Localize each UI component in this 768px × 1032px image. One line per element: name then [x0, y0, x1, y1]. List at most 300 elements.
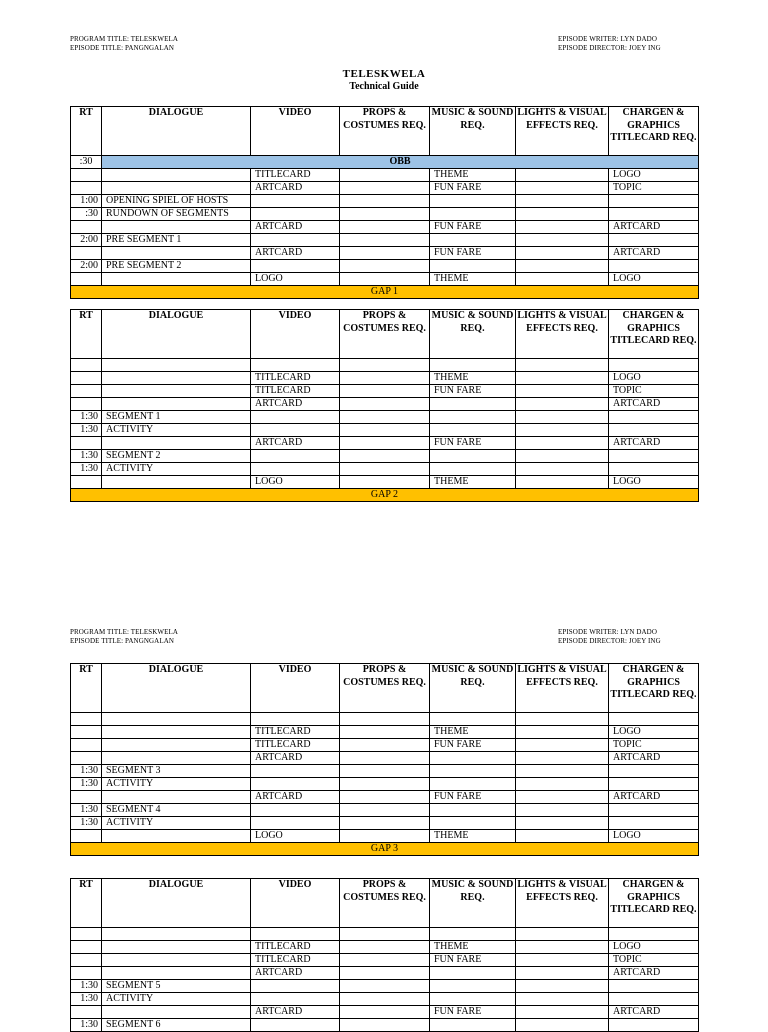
cell-music: FUN FARE — [430, 182, 516, 195]
cell-music: FUN FARE — [430, 954, 516, 967]
cell-chargen — [609, 980, 699, 993]
cell-lights — [516, 385, 609, 398]
cell-music: FUN FARE — [430, 385, 516, 398]
cell-music — [430, 765, 516, 778]
table-row — [71, 385, 699, 398]
table-row — [71, 765, 699, 778]
cell-rt: 1:30 — [71, 450, 102, 463]
column-header-rt: RT — [71, 107, 102, 156]
cell-video: TITLECARD — [251, 372, 340, 385]
episode-title: EPISODE TITLE: PANGNGALAN — [70, 44, 174, 52]
cell-video: ARTCARD — [251, 247, 340, 260]
program-info — [70, 35, 178, 53]
cell-lights — [516, 752, 609, 765]
cell-props — [340, 1019, 430, 1032]
cell-music — [430, 778, 516, 791]
cell-props — [340, 980, 430, 993]
cell-lights — [516, 208, 609, 221]
cell-dialogue: SEGMENT 1 — [102, 411, 251, 424]
cell-lights — [516, 450, 609, 463]
cell-video — [251, 450, 340, 463]
cell-dialogue — [102, 247, 251, 260]
gap-label: GAP 1 — [71, 286, 699, 299]
cell-rt: 1:30 — [71, 804, 102, 817]
cell-chargen: TOPIC — [609, 739, 699, 752]
cell-dialogue — [102, 169, 251, 182]
cell-video: LOGO — [251, 273, 340, 286]
cell-dialogue — [102, 739, 251, 752]
cell-props — [340, 221, 430, 234]
cell-video — [251, 208, 340, 221]
cell-rt: 1:30 — [71, 1019, 102, 1032]
table-row — [71, 1019, 699, 1032]
program-info-2 — [70, 628, 178, 646]
table-row — [71, 726, 699, 739]
table-row — [71, 752, 699, 765]
cell-chargen: ARTCARD — [609, 247, 699, 260]
cell-rt: 1:30 — [71, 424, 102, 437]
cell-music: THEME — [430, 830, 516, 843]
table-row — [71, 980, 699, 993]
cell-music: THEME — [430, 273, 516, 286]
cell-chargen: LOGO — [609, 726, 699, 739]
cell-rt — [71, 967, 102, 980]
cell-video: ARTCARD — [251, 398, 340, 411]
cell-lights — [516, 476, 609, 489]
cell-chargen: ARTCARD — [609, 1006, 699, 1019]
cell-lights — [516, 817, 609, 830]
cell-lights — [516, 182, 609, 195]
cell-lights — [516, 993, 609, 1006]
cell-video — [251, 980, 340, 993]
table-row — [71, 954, 699, 967]
cell-chargen — [609, 804, 699, 817]
program-title: PROGRAM TITLE: TELESKWELA — [70, 628, 179, 636]
cell-video — [251, 817, 340, 830]
table-row — [71, 424, 699, 437]
cell-video — [251, 993, 340, 1006]
cell-rt — [71, 359, 102, 372]
cell-props — [340, 941, 430, 954]
cell-rt — [71, 752, 102, 765]
column-header-props: PROPS & COSTUMES REQ. — [340, 664, 430, 713]
cell-lights — [516, 260, 609, 273]
cell-dialogue — [102, 398, 251, 411]
cell-dialogue — [102, 726, 251, 739]
cell-props — [340, 967, 430, 980]
column-header-video: VIDEO — [251, 107, 340, 156]
cell-rt: 1:00 — [71, 195, 102, 208]
column-header-lights: LIGHTS & VISUAL EFFECTS REQ. — [516, 107, 609, 156]
cell-rt: 1:30 — [71, 463, 102, 476]
cell-video — [251, 234, 340, 247]
cell-chargen: TOPIC — [609, 385, 699, 398]
table-row — [71, 247, 699, 260]
cell-props — [340, 928, 430, 941]
cell-chargen: LOGO — [609, 941, 699, 954]
cell-music — [430, 993, 516, 1006]
cell-music — [430, 804, 516, 817]
column-header-rt: RT — [71, 879, 102, 928]
cell-props — [340, 234, 430, 247]
cell-music: FUN FARE — [430, 1006, 516, 1019]
cell-lights — [516, 765, 609, 778]
cell-music — [430, 359, 516, 372]
table-row — [71, 941, 699, 954]
cell-props — [340, 208, 430, 221]
cell-lights — [516, 791, 609, 804]
cell-lights — [516, 221, 609, 234]
cell-props — [340, 437, 430, 450]
cell-props — [340, 726, 430, 739]
column-header-chargen: CHARGEN & GRAPHICS TITLECARD REQ. — [609, 879, 699, 928]
table-row — [71, 463, 699, 476]
cell-props — [340, 182, 430, 195]
cell-lights — [516, 739, 609, 752]
cell-props — [340, 385, 430, 398]
cell-chargen: ARTCARD — [609, 221, 699, 234]
column-header-chargen: CHARGEN & GRAPHICS TITLECARD REQ. — [609, 107, 699, 156]
cell-lights — [516, 804, 609, 817]
obb-rt: :30 — [71, 156, 102, 169]
cell-dialogue — [102, 967, 251, 980]
cell-dialogue — [102, 928, 251, 941]
cell-lights — [516, 234, 609, 247]
table-row — [71, 804, 699, 817]
cell-props — [340, 195, 430, 208]
column-header-video: VIDEO — [251, 664, 340, 713]
cell-lights — [516, 830, 609, 843]
cell-music: FUN FARE — [430, 791, 516, 804]
cell-music: FUN FARE — [430, 247, 516, 260]
table-row — [71, 169, 699, 182]
cell-lights — [516, 1019, 609, 1032]
table-row — [71, 830, 699, 843]
table-row — [71, 713, 699, 726]
cell-lights — [516, 398, 609, 411]
cell-dialogue — [102, 476, 251, 489]
column-header-music: MUSIC & SOUND REQ. — [430, 664, 516, 713]
document-title: TELESKWELA — [342, 68, 426, 80]
cell-lights — [516, 726, 609, 739]
cell-dialogue — [102, 752, 251, 765]
cell-music — [430, 208, 516, 221]
cell-video: TITLECARD — [251, 169, 340, 182]
column-header-lights: LIGHTS & VISUAL EFFECTS REQ. — [516, 664, 609, 713]
cell-props — [340, 817, 430, 830]
cell-rt: :30 — [71, 208, 102, 221]
cell-dialogue: SEGMENT 5 — [102, 980, 251, 993]
table-row — [71, 359, 699, 372]
cell-video: ARTCARD — [251, 752, 340, 765]
cell-lights — [516, 195, 609, 208]
table-row — [71, 195, 699, 208]
cell-chargen: ARTCARD — [609, 437, 699, 450]
cell-rt — [71, 1006, 102, 1019]
table-row — [71, 273, 699, 286]
cell-rt — [71, 221, 102, 234]
table-row — [71, 967, 699, 980]
cell-props — [340, 450, 430, 463]
table-row — [71, 182, 699, 195]
cell-props — [340, 398, 430, 411]
cell-rt — [71, 398, 102, 411]
gap-row — [71, 286, 699, 299]
episode-writer: EPISODE WRITER: LYN DADO — [558, 35, 657, 43]
gap-row — [71, 843, 699, 856]
cell-props — [340, 411, 430, 424]
table-row — [71, 437, 699, 450]
cell-lights — [516, 411, 609, 424]
cell-dialogue — [102, 791, 251, 804]
cell-props — [340, 778, 430, 791]
cell-music — [430, 234, 516, 247]
document-subtitle: Technical Guide — [349, 81, 419, 92]
cell-lights — [516, 713, 609, 726]
gap-label: GAP 2 — [71, 489, 699, 502]
column-header-video: VIDEO — [251, 310, 340, 359]
cell-lights — [516, 273, 609, 286]
cell-rt — [71, 247, 102, 260]
cell-dialogue: ACTIVITY — [102, 424, 251, 437]
table-row — [71, 993, 699, 1006]
cell-video: TITLECARD — [251, 739, 340, 752]
cell-props — [340, 359, 430, 372]
cell-video: ARTCARD — [251, 967, 340, 980]
cell-rt: 1:30 — [71, 778, 102, 791]
cell-video — [251, 778, 340, 791]
cell-dialogue: ACTIVITY — [102, 463, 251, 476]
cell-video: ARTCARD — [251, 437, 340, 450]
table-row — [71, 476, 699, 489]
cell-video — [251, 804, 340, 817]
cell-props — [340, 993, 430, 1006]
cell-chargen — [609, 424, 699, 437]
cell-music — [430, 195, 516, 208]
cell-rt — [71, 169, 102, 182]
cell-chargen: ARTCARD — [609, 752, 699, 765]
obb-row — [71, 156, 699, 169]
cell-music — [430, 463, 516, 476]
cell-lights — [516, 424, 609, 437]
cell-chargen — [609, 195, 699, 208]
table-row — [71, 778, 699, 791]
cell-music: THEME — [430, 476, 516, 489]
cell-chargen: TOPIC — [609, 954, 699, 967]
cell-dialogue — [102, 221, 251, 234]
cell-rt — [71, 739, 102, 752]
cell-chargen: TOPIC — [609, 182, 699, 195]
cell-rt — [71, 928, 102, 941]
cell-dialogue — [102, 273, 251, 286]
cell-rt: 2:00 — [71, 234, 102, 247]
cell-video: TITLECARD — [251, 385, 340, 398]
cell-dialogue: SEGMENT 4 — [102, 804, 251, 817]
cell-rt: 1:30 — [71, 980, 102, 993]
rundown-table-2 — [70, 309, 699, 502]
cell-props — [340, 765, 430, 778]
column-header-props: PROPS & COSTUMES REQ. — [340, 879, 430, 928]
cell-music: THEME — [430, 941, 516, 954]
cell-rt — [71, 791, 102, 804]
cell-rt — [71, 273, 102, 286]
cell-video: ARTCARD — [251, 791, 340, 804]
cell-music — [430, 1019, 516, 1032]
cell-dialogue: SEGMENT 6 — [102, 1019, 251, 1032]
cell-chargen: ARTCARD — [609, 398, 699, 411]
table-row — [71, 208, 699, 221]
cell-rt: 1:30 — [71, 817, 102, 830]
cell-music: FUN FARE — [430, 739, 516, 752]
cell-rt — [71, 182, 102, 195]
header-row — [71, 107, 699, 156]
cell-props — [340, 260, 430, 273]
cell-music: FUN FARE — [430, 221, 516, 234]
cell-music — [430, 260, 516, 273]
cell-chargen — [609, 778, 699, 791]
cell-chargen: LOGO — [609, 273, 699, 286]
cell-props — [340, 372, 430, 385]
cell-dialogue — [102, 385, 251, 398]
cell-rt — [71, 713, 102, 726]
cell-rt — [71, 372, 102, 385]
cell-dialogue: SEGMENT 2 — [102, 450, 251, 463]
gap-row — [71, 489, 699, 502]
cell-lights — [516, 437, 609, 450]
column-header-chargen: CHARGEN & GRAPHICS TITLECARD REQ. — [609, 664, 699, 713]
cell-chargen — [609, 359, 699, 372]
episode-info — [558, 35, 661, 53]
column-header-lights: LIGHTS & VISUAL EFFECTS REQ. — [516, 310, 609, 359]
cell-chargen: LOGO — [609, 476, 699, 489]
cell-music — [430, 752, 516, 765]
cell-rt: 2:00 — [71, 260, 102, 273]
table-row — [71, 221, 699, 234]
cell-video — [251, 463, 340, 476]
column-header-video: VIDEO — [251, 879, 340, 928]
cell-rt — [71, 476, 102, 489]
cell-props — [340, 169, 430, 182]
program-title: PROGRAM TITLE: TELESKWELA — [70, 35, 179, 43]
cell-lights — [516, 967, 609, 980]
cell-dialogue — [102, 713, 251, 726]
column-header-props: PROPS & COSTUMES REQ. — [340, 107, 430, 156]
cell-music: THEME — [430, 169, 516, 182]
cell-props — [340, 424, 430, 437]
cell-music — [430, 967, 516, 980]
column-header-lights: LIGHTS & VISUAL EFFECTS REQ. — [516, 879, 609, 928]
cell-chargen — [609, 208, 699, 221]
header-row — [71, 879, 699, 928]
cell-music — [430, 817, 516, 830]
rundown-table-3 — [70, 663, 699, 856]
cell-lights — [516, 954, 609, 967]
cell-lights — [516, 169, 609, 182]
cell-lights — [516, 941, 609, 954]
cell-dialogue: PRE SEGMENT 1 — [102, 234, 251, 247]
table-row — [71, 398, 699, 411]
cell-music — [430, 411, 516, 424]
cell-video — [251, 1019, 340, 1032]
cell-rt — [71, 385, 102, 398]
cell-chargen: ARTCARD — [609, 791, 699, 804]
cell-video — [251, 713, 340, 726]
cell-dialogue: OPENING SPIEL OF HOSTS — [102, 195, 251, 208]
cell-music — [430, 450, 516, 463]
table-row — [71, 450, 699, 463]
cell-dialogue — [102, 182, 251, 195]
column-header-chargen: CHARGEN & GRAPHICS TITLECARD REQ. — [609, 310, 699, 359]
cell-props — [340, 830, 430, 843]
cell-props — [340, 476, 430, 489]
cell-chargen: LOGO — [609, 830, 699, 843]
cell-rt: 1:30 — [71, 765, 102, 778]
column-header-dialogue: DIALOGUE — [102, 107, 251, 156]
cell-rt — [71, 954, 102, 967]
cell-rt — [71, 437, 102, 450]
cell-lights — [516, 778, 609, 791]
rundown-table-4 — [70, 878, 699, 1032]
cell-props — [340, 463, 430, 476]
cell-music — [430, 398, 516, 411]
cell-music — [430, 980, 516, 993]
header-row — [71, 664, 699, 713]
cell-chargen — [609, 928, 699, 941]
cell-music: THEME — [430, 726, 516, 739]
table-row — [71, 817, 699, 830]
cell-chargen — [609, 765, 699, 778]
cell-video: LOGO — [251, 830, 340, 843]
cell-dialogue — [102, 359, 251, 372]
cell-video: TITLECARD — [251, 941, 340, 954]
cell-video — [251, 765, 340, 778]
cell-dialogue: ACTIVITY — [102, 993, 251, 1006]
cell-chargen — [609, 260, 699, 273]
cell-dialogue: ACTIVITY — [102, 778, 251, 791]
cell-rt — [71, 726, 102, 739]
cell-video: ARTCARD — [251, 182, 340, 195]
cell-lights — [516, 1006, 609, 1019]
cell-video — [251, 260, 340, 273]
cell-video — [251, 928, 340, 941]
cell-video: LOGO — [251, 476, 340, 489]
column-header-music: MUSIC & SOUND REQ. — [430, 107, 516, 156]
cell-props — [340, 954, 430, 967]
table-row — [71, 411, 699, 424]
cell-video: ARTCARD — [251, 1006, 340, 1019]
cell-chargen: ARTCARD — [609, 967, 699, 980]
cell-props — [340, 752, 430, 765]
cell-rt — [71, 830, 102, 843]
cell-chargen — [609, 450, 699, 463]
column-header-rt: RT — [71, 664, 102, 713]
obb-label: OBB — [102, 156, 699, 169]
cell-chargen — [609, 713, 699, 726]
table-row — [71, 739, 699, 752]
cell-dialogue: RUNDOWN OF SEGMENTS — [102, 208, 251, 221]
cell-props — [340, 791, 430, 804]
cell-chargen — [609, 993, 699, 1006]
cell-video — [251, 195, 340, 208]
cell-chargen — [609, 1019, 699, 1032]
column-header-props: PROPS & COSTUMES REQ. — [340, 310, 430, 359]
table-row — [71, 791, 699, 804]
cell-dialogue — [102, 954, 251, 967]
column-header-rt: RT — [71, 310, 102, 359]
cell-chargen — [609, 234, 699, 247]
cell-dialogue: SEGMENT 3 — [102, 765, 251, 778]
cell-dialogue — [102, 1006, 251, 1019]
